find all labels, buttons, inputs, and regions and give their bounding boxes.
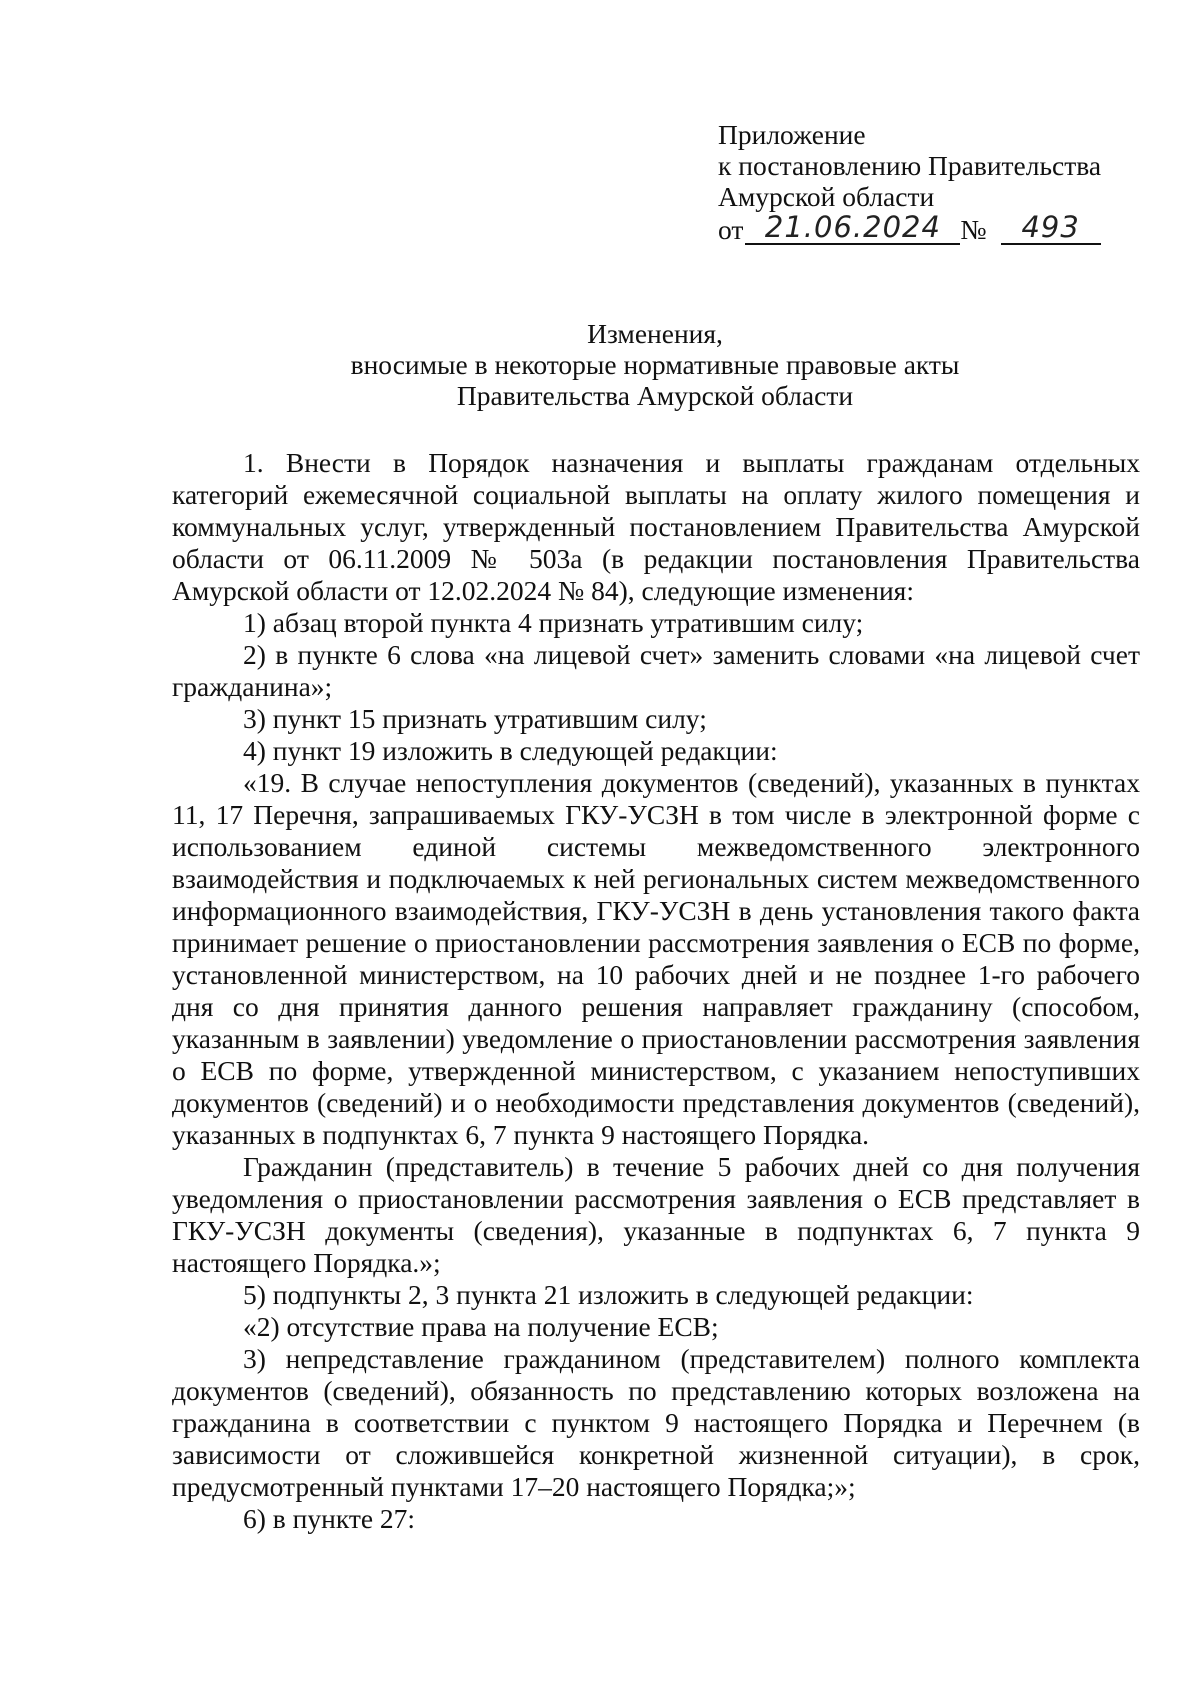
appendix-line-1: Приложение: [718, 119, 866, 150]
title-line-2: вносимые в некоторые нормативные правовые акты: [350, 349, 960, 380]
paragraph-4: 3) пункт 15 признать утратившим силу;: [243, 703, 707, 734]
paragraph-3: 2) в пункте 6 слова «на лицевой счет» заменить словами «на лицевой счет гражданина»;: [172, 639, 1140, 702]
appendix-line-3: Амурской области: [718, 181, 935, 212]
paragraph-10: 3) непредставление гражданином (представителем) полного комплекта документов (сведений), обязанность по представлению которых возложена на гражданина в соответствии с пунктом 9 настоящего Порядка и Перечнем (в зависимости от сложившейся конкретной жизненной ситуации), в срок, предусмотренный пунктами 17–20 настоящего Порядка;»;: [172, 1343, 1140, 1502]
appendix-block: [718, 119, 1101, 245]
paragraph-5: 4) пункт 19 изложить в следующей редакции:: [243, 735, 778, 766]
paragraph-9: «2) отсутствие права на получение ЕСВ;: [243, 1311, 719, 1342]
document-title: [170, 318, 1140, 411]
title-line-1: Изменения,: [587, 318, 723, 349]
document-body: [172, 447, 1140, 1535]
paragraph-11: 6) в пункте 27:: [243, 1503, 416, 1534]
from-label: от: [718, 214, 744, 245]
handwritten-date: 21.06.2024: [745, 212, 960, 245]
appendix-date-number-line: [718, 212, 1101, 245]
paragraph-6: «19. В случае непоступления документов (сведений), указанных в пунктах 11, 17 Перечня, запрашиваемых ГКУ-УСЗН в том числе в электронной форме с использованием единой системы межведомственного электронного взаимодействия и подключаемых к ней региональных систем межведомственного информационного взаимодействия, ГКУ-УСЗН в день установления такого факта принимает решение о приостановлении рассмотрения заявления о ЕСВ по форме, установленной министерством, на 10 рабочих дней и не позднее 1-го рабочего дня со дня принятия данного решения направляет гражданину (способом, указанным в заявлении) уведомление о приостановлении рассмотрения заявления о ЕСВ по форме, утвержденной министерством, с указанием непоступивших документов (сведений) и о необходимости представления документов (сведений), указанных в подпунктах 6, 7 пункта 9 настоящего Порядка.: [172, 767, 1140, 1150]
paragraph-8: 5) подпункты 2, 3 пункта 21 изложить в следующей редакции:: [243, 1279, 974, 1310]
paragraph-7: Гражданин (представитель) в течение 5 рабочих дней со дня получения уведомления о приостановлении рассмотрения заявления о ЕСВ представляет в ГКУ-УСЗН документы (сведения), указанные в подпунктах 6, 7 пункта 9 настоящего Порядка.»;: [172, 1151, 1140, 1278]
handwritten-number: 493: [1001, 212, 1101, 245]
paragraph-2: 1) абзац второй пункта 4 признать утратившим силу;: [243, 607, 864, 638]
number-label: №: [960, 214, 987, 245]
title-line-3: Правительства Амурской области: [456, 380, 854, 411]
appendix-line-2: к постановлению Правительства: [718, 150, 1102, 181]
paragraph-1: 1. Внести в Порядок назначения и выплаты гражданам отдельных категорий ежемесячной социальной выплаты на оплату жилого помещения и коммунальных услуг, утвержденный постановлением Правительства Амурской области от 06.11.2009 № 503а (в редакции постановления Правительства Амурской области от 12.02.2024 № 84), следующие изменения:: [172, 447, 1140, 606]
